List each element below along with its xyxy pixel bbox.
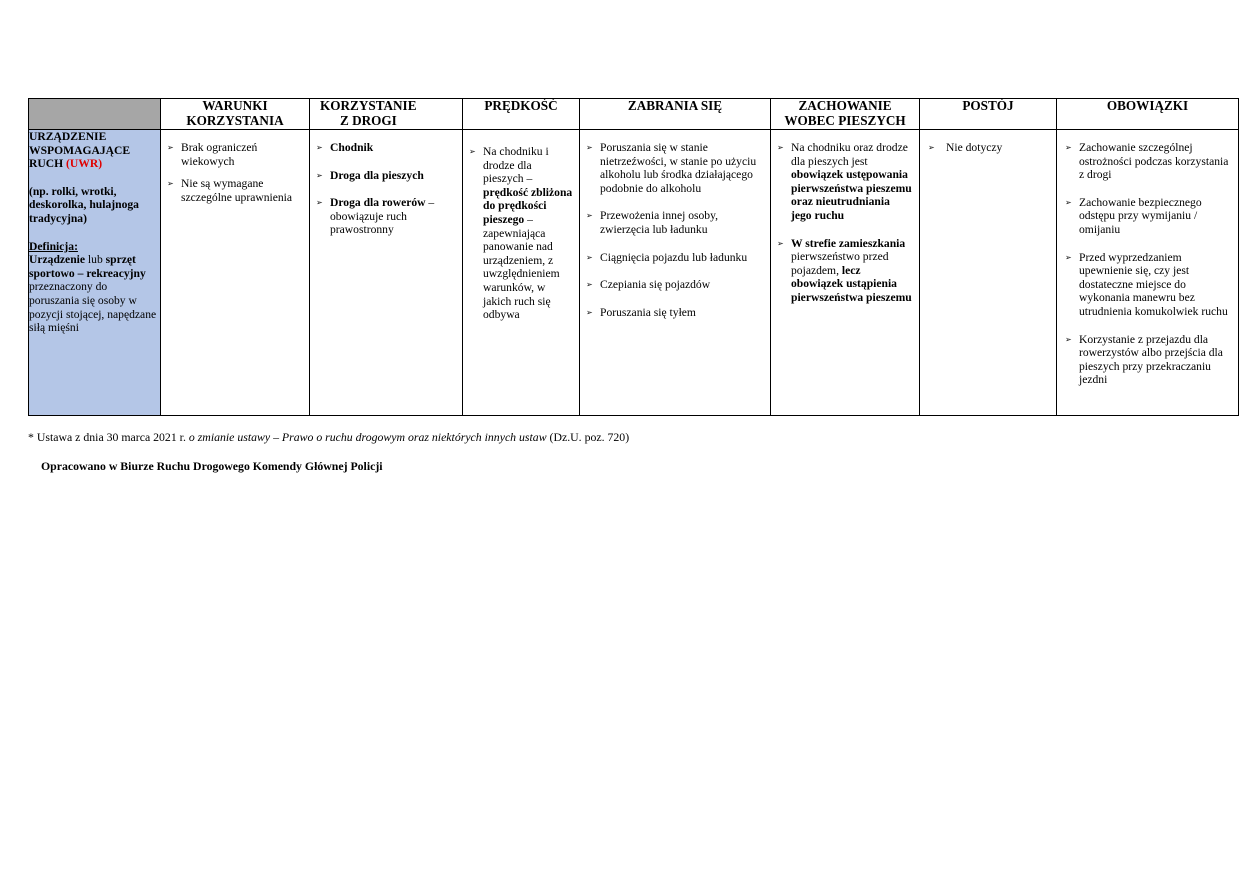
header-korzystanie (310, 99, 463, 130)
zachowanie-cell (771, 130, 920, 416)
predkosc-bold: prędkość zbliżona do prędkości pieszego (483, 185, 573, 226)
list-item (469, 145, 573, 322)
definition-text (29, 253, 160, 335)
definition-part2: lub (85, 253, 106, 267)
korzystanie-item3-rest: – obowiązuje ruch prawostronny (330, 196, 435, 237)
zachowanie-item1-bold: obowiązek ustępowania pierwszeństwa pieszemu oraz nieutrudniania jego ruchu (791, 168, 912, 222)
definition-part3: sprzęt sportowo – rekreacyjny (29, 253, 146, 280)
warunki-list (167, 141, 303, 204)
header-warunki-line1: WARUNKI (202, 98, 268, 113)
postoj-cell (920, 130, 1057, 416)
predkosc-cell (463, 130, 580, 416)
header-korzystanie-line1: KORZYSTANIE (320, 98, 417, 113)
predkosc-post: – zapewniająca panowanie nad urządzeniem, z uwzględnieniem warunków, w jakich ruch się odbywa (483, 212, 560, 322)
predkosc-pre: Na chodniku i drodze dla pieszych – (483, 145, 549, 186)
list-item: ➢ Nie dotyczy (928, 141, 1050, 155)
corner-header (29, 99, 161, 130)
definition-part1: Urządzenie (29, 253, 86, 267)
header-zachowanie (771, 99, 920, 130)
header-korzystanie-line2: Z DROGI (340, 112, 397, 128)
device-examples: (np. rolki, wrotki, deskorolka, hulajnoga tradycyjna) (29, 184, 139, 225)
list-item: ➢ Przewożenia innej osoby, zwierzęcia lub ładunku (586, 209, 764, 236)
header-warunki (161, 99, 310, 130)
device-name-1: URZĄDZENIE (29, 130, 107, 143)
definition-label: Definicja: (29, 239, 78, 253)
header-zabrania-text: ZABRANIA SIĘ (627, 98, 723, 113)
device-abbr: (UWR) (66, 157, 103, 171)
postoj-list (928, 141, 1050, 155)
list-item: ➢ Chodnik (316, 141, 456, 155)
zachowanie-item2-bold1: W strefie zamieszkania (791, 236, 906, 250)
zachowanie-item2-mid: pierwszeństwo przed pojazdem, (791, 250, 889, 277)
list-item: ➢ Ciągnięcia pojazdu lub ładunku (586, 251, 764, 265)
korzystanie-cell (310, 130, 463, 416)
warunki-cell (161, 130, 310, 416)
list-item (777, 141, 913, 223)
list-item: ➢ Nie są wymagane szczególne uprawnienia (167, 177, 303, 204)
list-item: ➢ Korzystanie z przejazdu dla rowerzystów albo przejścia dla pieszych przy przekraczaniu jezdni (1065, 333, 1232, 387)
list-item: ➢ Zachowanie szczególnej ostrożności podczas korzystania z drogi (1065, 141, 1232, 182)
list-item: ➢ Zachowanie bezpiecznego odstępu przy wymijaniu / omijaniu (1065, 196, 1232, 237)
credit-line: Opracowano w Biurze Ruchu Drogowego Komendy Głównej Policji (41, 459, 383, 473)
footnote (28, 430, 629, 445)
traffic-rules-table (28, 98, 1239, 416)
footnote-marker: * (28, 430, 34, 444)
footnote-italic: o zmianie ustawy – Prawo o ruchu drogowym oraz niektórych innych ustaw (188, 430, 547, 444)
obowiazki-list (1065, 141, 1232, 387)
korzystanie-list (316, 141, 456, 237)
device-name-3: RUCH (29, 157, 64, 171)
list-item: ➢ Czepiania się pojazdów (586, 278, 764, 292)
table-row (29, 130, 1239, 416)
header-zachowanie-line1: ZACHOWANIE (798, 98, 892, 113)
header-postoj-text: POSTÓJ (962, 98, 1014, 113)
footnote-text1: Ustawa z dnia 30 marca 2021 r. (33, 430, 189, 444)
zabrania-cell (580, 130, 771, 416)
header-zabrania (580, 99, 771, 130)
header-warunki-line2: KORZYSTANIA (186, 112, 284, 128)
definition-part4: przeznaczony do poruszania się osoby w pozycji stojącej, napędzane siłą mięśni (29, 280, 157, 335)
list-item: ➢ Brak ograniczeń wiekowych (167, 141, 303, 168)
header-obowiazki-text: OBOWIĄZKI (1106, 98, 1189, 113)
zachowanie-list (777, 141, 913, 305)
header-obowiazki (1057, 99, 1239, 130)
list-item: ➢ Poruszania się w stanie nietrzeźwości, w stanie po użyciu alkoholu lub środka działającego podobnie do alkoholu (586, 141, 764, 195)
device-name-line3 (29, 157, 160, 171)
device-cell (29, 130, 161, 416)
zabrania-list (586, 141, 764, 319)
header-postoj (920, 99, 1057, 130)
list-item: ➢ Poruszania się tyłem (586, 306, 764, 320)
zachowanie-item1-pre: Na chodniku oraz drodze dla pieszych jest (791, 141, 908, 168)
zachowanie-item2-bold2: lecz obowiązek ustąpienia pierwszeństwa pieszemu (791, 263, 912, 304)
footnote-text2: (Dz.U. poz. 720) (546, 430, 630, 444)
list-item: ➢ Droga dla pieszych (316, 169, 456, 183)
korzystanie-item3-bold: Droga dla rowerów (330, 196, 426, 210)
obowiazki-cell (1057, 130, 1239, 416)
header-predkosc (463, 99, 580, 130)
predkosc-list (469, 145, 573, 322)
header-zachowanie-line2: WOBEC PIESZYCH (784, 112, 906, 128)
header-predkosc-text: PRĘDKOŚĆ (484, 98, 558, 113)
list-item: ➢ Przed wyprzedzaniem upewnienie się, czy jest dostateczne miejsce do wykonania manewru bez utrudnienia komukolwiek ruchu (1065, 251, 1232, 319)
list-item (777, 237, 913, 305)
list-item (316, 196, 456, 237)
header-row (29, 99, 1239, 130)
device-name-2: WSPOMAGAJĄCE (29, 143, 131, 157)
